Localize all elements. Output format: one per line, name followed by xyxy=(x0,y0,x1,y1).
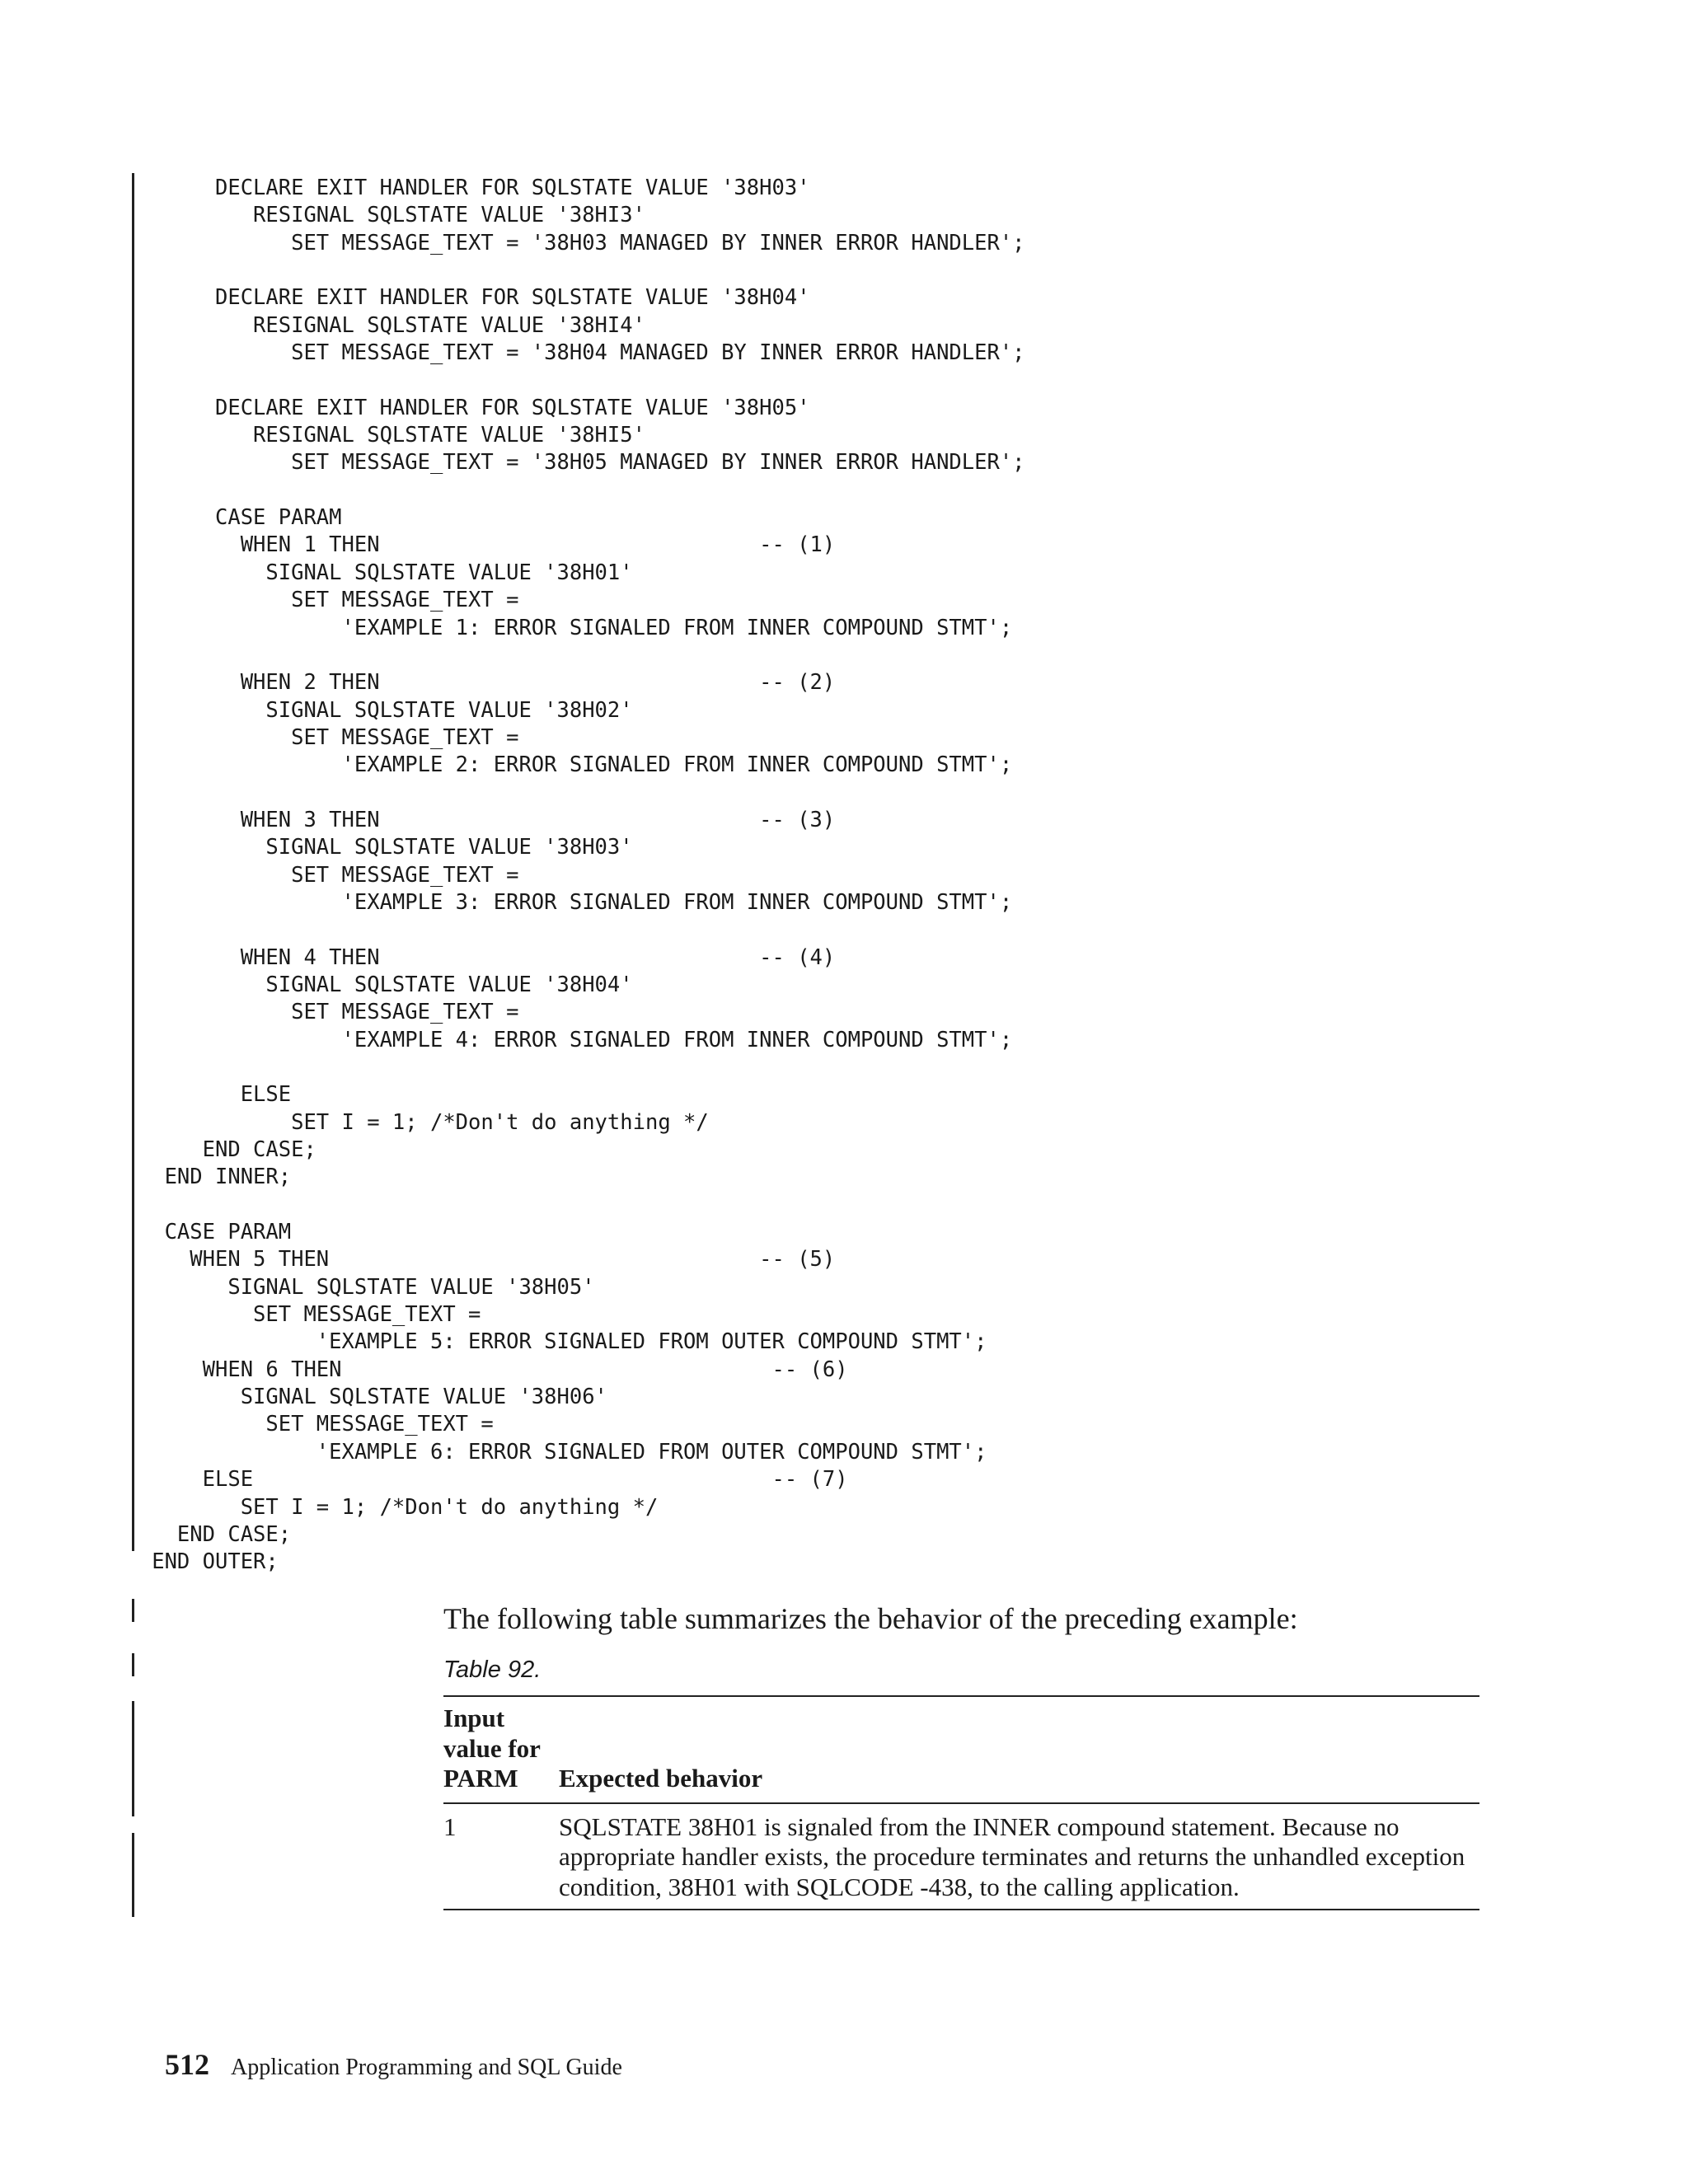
code-line: SET MESSAGE_TEXT = xyxy=(0,1302,481,1328)
row-input-value: 1 xyxy=(443,1811,457,1841)
row-expected-behavior: SQLSTATE 38H01 is signaled from the INNER compound statement. Because no appropriate handler exists, the procedure terminates and returns the unhandled exception condition, 38H01 with SQLCODE -438, to the calling application. xyxy=(559,1811,1465,1901)
code-line: WHEN 6 THEN -- (6) xyxy=(0,1357,848,1382)
code-line: SIGNAL SQLSTATE VALUE '38H01' xyxy=(0,560,633,585)
code-line: END CASE; xyxy=(0,1521,292,1547)
code-line: SET MESSAGE_TEXT = xyxy=(0,1412,494,1437)
code-line xyxy=(0,1054,1025,1081)
code-line: WHEN 2 THEN -- (2) xyxy=(0,670,836,696)
code-line: RESIGNAL SQLSTATE VALUE '38HI4' xyxy=(0,312,645,338)
code-line: DECLARE EXIT HANDLER FOR SQLSTATE VALUE '38H03' xyxy=(0,176,810,200)
page-number: 512 xyxy=(165,2048,209,2081)
code-line: WHEN 1 THEN -- (1) xyxy=(0,532,836,558)
code-line: SET MESSAGE_TEXT = '38H04 MANAGED BY INNER ERROR HANDLER'; xyxy=(0,340,1025,366)
code-line: SET MESSAGE_TEXT = xyxy=(0,862,519,888)
code-line: 'EXAMPLE 6: ERROR SIGNALED FROM OUTER COMPOUND STMT'; xyxy=(0,1439,987,1465)
code-line xyxy=(0,367,1025,394)
code-line: SIGNAL SQLSTATE VALUE '38H06' xyxy=(0,1385,607,1410)
code-line: SIGNAL SQLSTATE VALUE '38H04' xyxy=(0,972,633,997)
code-line: CASE PARAM xyxy=(0,505,342,531)
code-line: ELSE xyxy=(0,1082,292,1108)
code-line: SET MESSAGE_TEXT = xyxy=(0,1000,519,1025)
change-bar xyxy=(132,1833,134,1917)
table-caption: Table 92. xyxy=(443,1657,542,1683)
code-line: 'EXAMPLE 3: ERROR SIGNALED FROM INNER COMPOUND STMT'; xyxy=(0,889,1013,915)
code-line: END INNER; xyxy=(0,1165,292,1190)
code-line: WHEN 3 THEN -- (3) xyxy=(0,807,836,832)
behavior-table xyxy=(443,1695,1479,1910)
code-line: 'EXAMPLE 5: ERROR SIGNALED FROM OUTER COMPOUND STMT'; xyxy=(0,1329,987,1355)
table-row xyxy=(443,1804,1479,1910)
code-line: SIGNAL SQLSTATE VALUE '38H02' xyxy=(0,697,633,723)
change-bar xyxy=(132,1701,134,1816)
code-line xyxy=(0,477,1025,504)
code-line: WHEN 5 THEN -- (5) xyxy=(0,1247,836,1272)
code-line: CASE PARAM xyxy=(0,1220,292,1245)
code-line: DECLARE EXIT HANDLER FOR SQLSTATE VALUE '38H04' xyxy=(0,285,810,311)
code-line: WHEN 4 THEN -- (4) xyxy=(0,944,836,970)
code-line: SET MESSAGE_TEXT = xyxy=(0,588,519,613)
code-listing xyxy=(0,175,1025,1577)
page-footer xyxy=(165,2047,622,2082)
change-bar xyxy=(132,1653,134,1676)
code-line: ELSE -- (7) xyxy=(0,1467,848,1493)
code-line: SIGNAL SQLSTATE VALUE '38H03' xyxy=(0,835,633,860)
code-line xyxy=(0,780,1025,807)
code-line: DECLARE EXIT HANDLER FOR SQLSTATE VALUE '38H05' xyxy=(0,395,810,420)
code-line: SET MESSAGE_TEXT = xyxy=(0,724,519,750)
code-line: END CASE; xyxy=(0,1137,316,1163)
code-line: 'EXAMPLE 1: ERROR SIGNALED FROM INNER COMPOUND STMT'; xyxy=(0,615,1013,640)
code-line: 'EXAMPLE 2: ERROR SIGNALED FROM INNER COMPOUND STMT'; xyxy=(0,752,1013,778)
code-line: SET MESSAGE_TEXT = '38H03 MANAGED BY INNER ERROR HANDLER'; xyxy=(0,230,1025,255)
code-line: SET I = 1; /*Don't do anything */ xyxy=(0,1494,659,1520)
code-line xyxy=(0,257,1025,284)
code-line: RESIGNAL SQLSTATE VALUE '38HI5' xyxy=(0,423,645,448)
header-expected-behavior: Expected behavior xyxy=(559,1764,763,1793)
change-bar xyxy=(132,1599,134,1622)
code-line: SET I = 1; /*Don't do anything */ xyxy=(0,1109,709,1135)
table-header-row xyxy=(443,1697,1479,1804)
code-line xyxy=(0,642,1025,669)
code-line: SET MESSAGE_TEXT = '38H05 MANAGED BY INNER ERROR HANDLER'; xyxy=(0,450,1025,476)
code-line: SIGNAL SQLSTATE VALUE '38H05' xyxy=(0,1274,595,1300)
header-input-value: Input value for PARM xyxy=(443,1704,541,1793)
book-title: Application Programming and SQL Guide xyxy=(231,2055,622,2080)
code-line: 'EXAMPLE 4: ERROR SIGNALED FROM INNER COMPOUND STMT'; xyxy=(0,1027,1013,1052)
code-line xyxy=(0,1192,1025,1219)
table-intro-text: The following table summarizes the behavior of the preceding example: xyxy=(443,1602,1298,1635)
code-line xyxy=(0,916,1025,944)
code-line: RESIGNAL SQLSTATE VALUE '38HI3' xyxy=(0,203,645,228)
code-line: END OUTER; xyxy=(0,1549,279,1575)
